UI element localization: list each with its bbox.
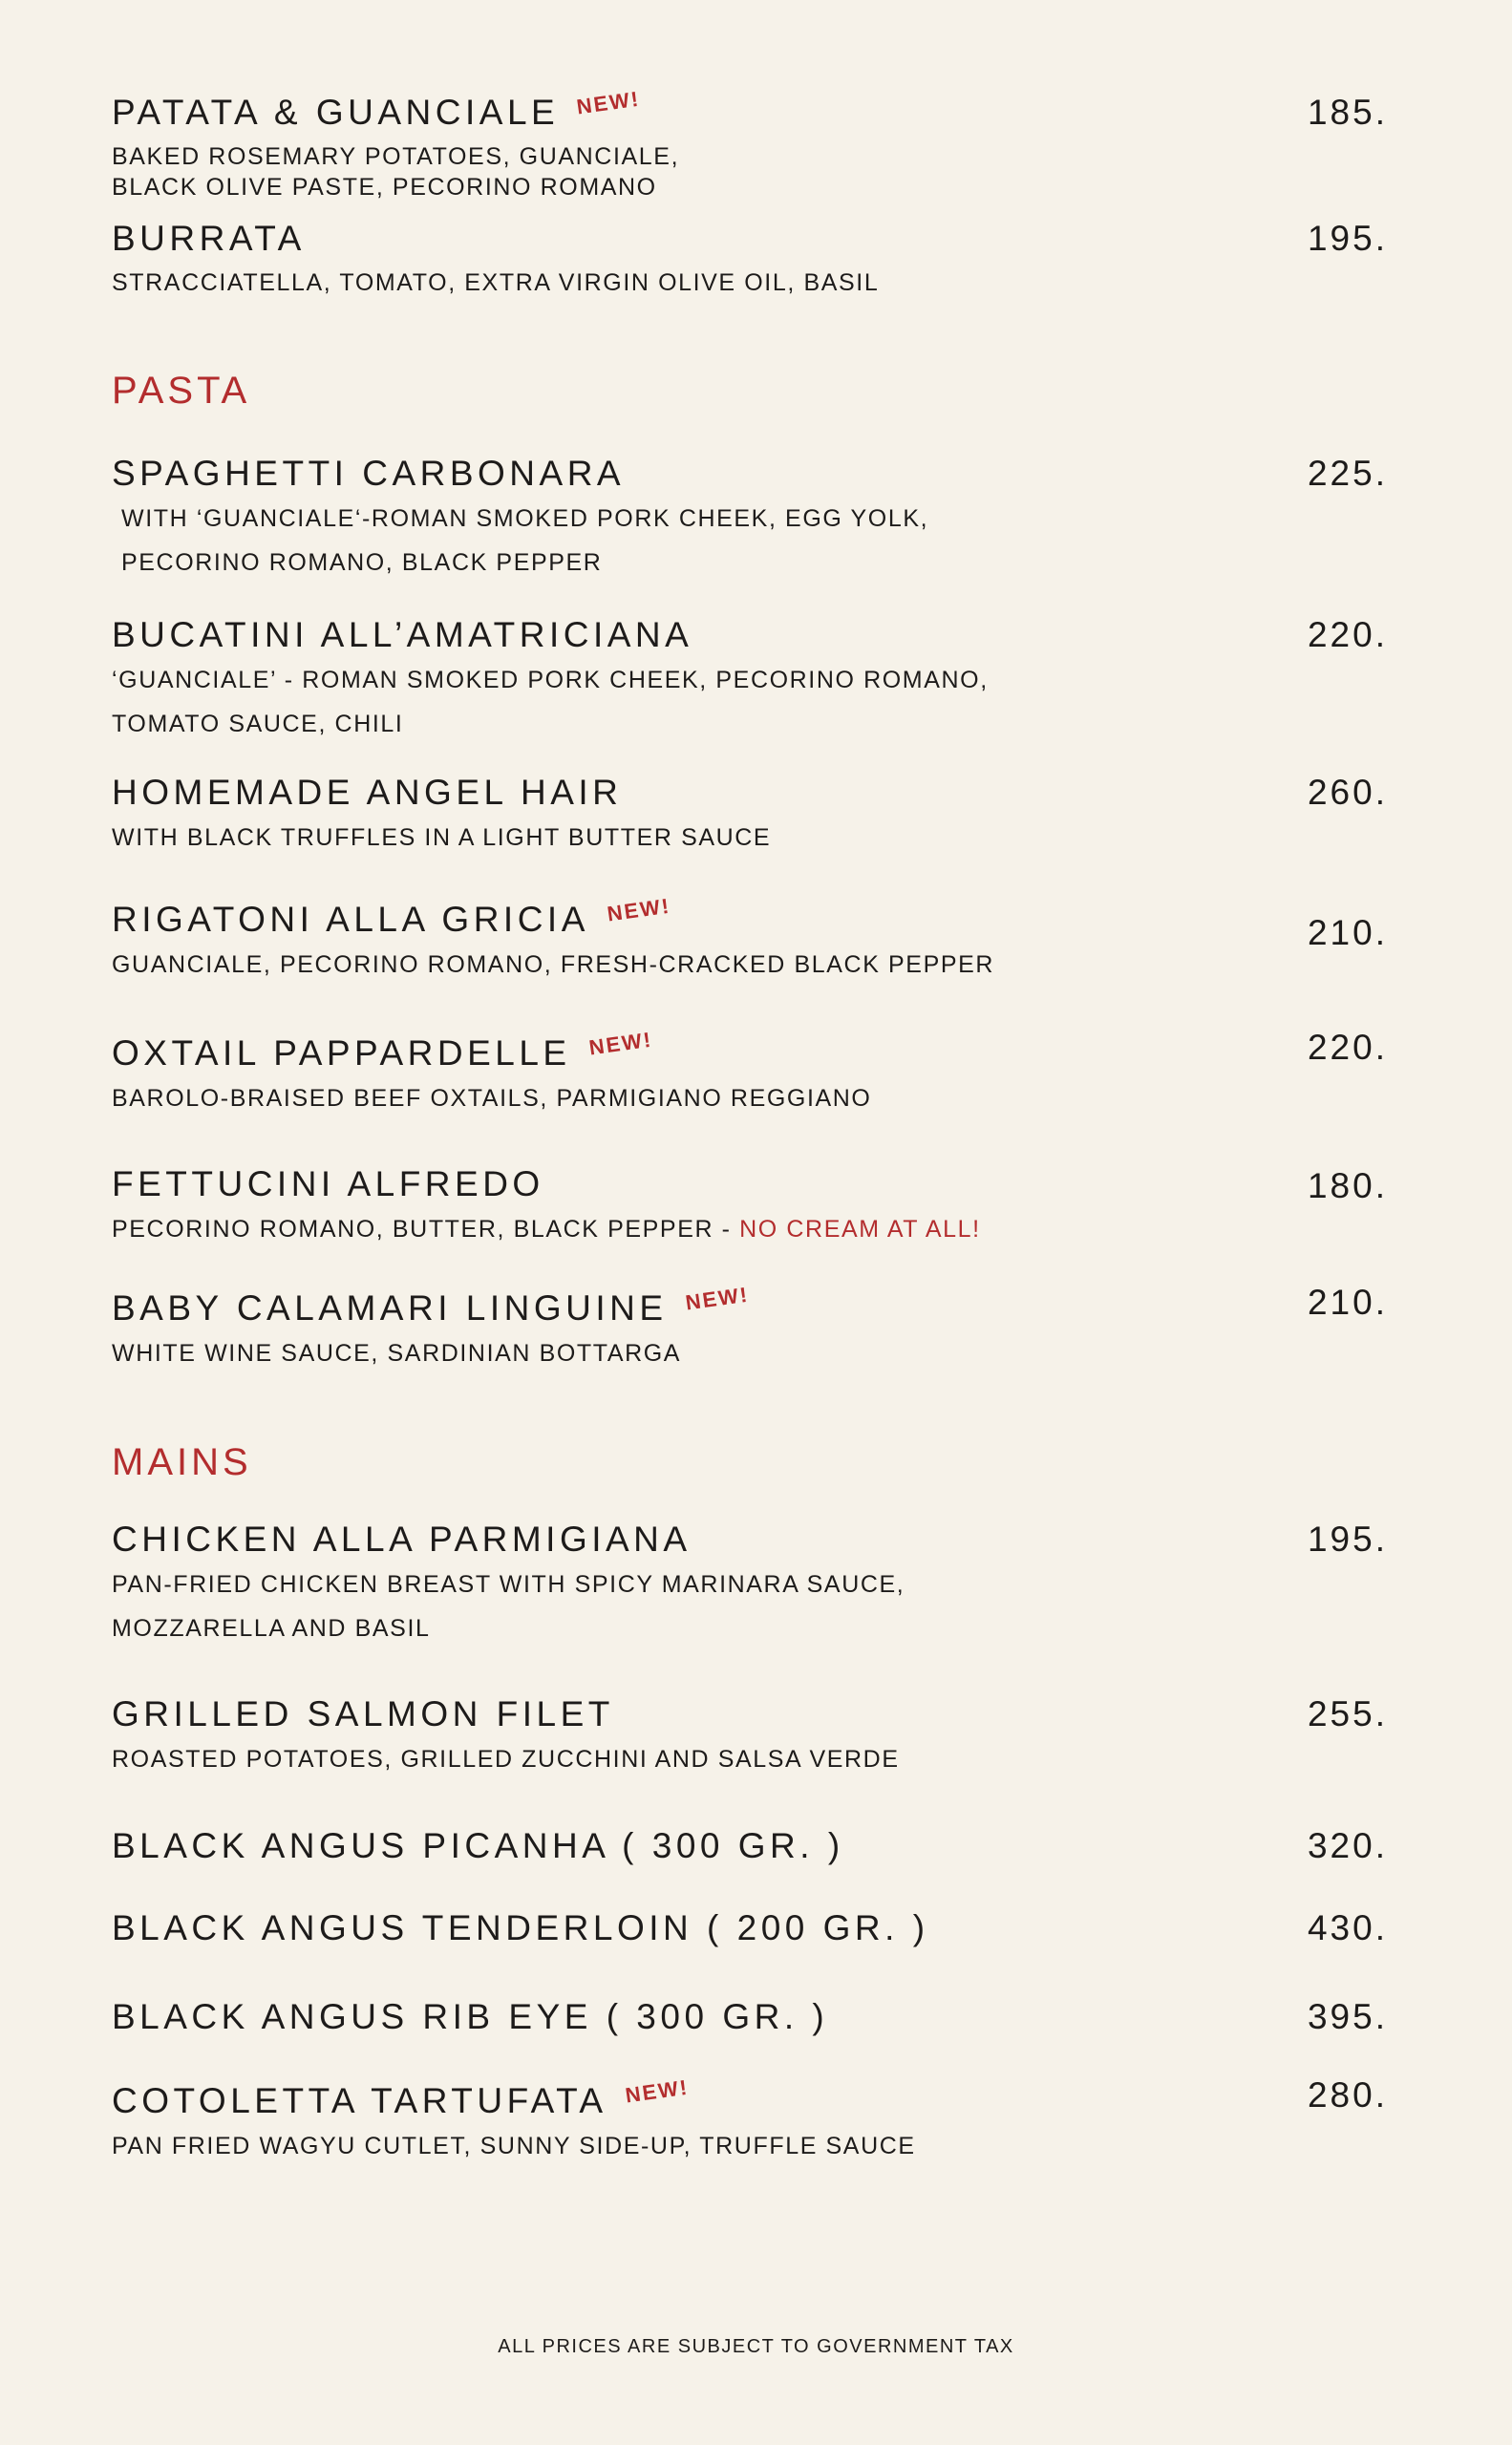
item-name: HOMEMADE ANGEL HAIR — [112, 773, 623, 812]
item-name: RIGATONI ALLA GRICIA — [112, 900, 589, 939]
menu-item-fettucini-alfredo — [112, 1163, 1401, 1251]
item-price: 210. — [1307, 1283, 1388, 1322]
item-name: BLACK ANGUS TENDERLOIN ( 200 GR. ) — [112, 1908, 929, 1947]
menu-item-grilled-salmon — [112, 1693, 1401, 1781]
item-name: BURRATA — [112, 219, 306, 258]
menu-item-angel-hair — [112, 772, 1401, 860]
item-description: PAN-FRIED CHICKEN BREAST WITH SPICY MARINARA SAUCE, — [112, 1571, 905, 1598]
item-description: TOMATO SAUCE, CHILI — [112, 711, 404, 737]
new-badge: NEW! — [623, 2074, 691, 2108]
item-price: 180. — [1307, 1166, 1388, 1205]
item-name: BLACK ANGUS RIB EYE ( 300 GR. ) — [112, 1997, 829, 2036]
menu-item-calamari-linguine — [112, 1282, 1401, 1375]
menu-item-spaghetti-carbonara — [112, 453, 1401, 585]
item-description: PECORINO ROMANO, BUTTER, BLACK PEPPER - — [112, 1216, 740, 1243]
item-price: 255. — [1307, 1694, 1388, 1733]
item-price: 195. — [1307, 1520, 1388, 1559]
menu-item-chicken-parmigiana — [112, 1519, 1401, 1650]
new-badge: NEW! — [605, 893, 672, 926]
item-name: FETTUCINI ALFREDO — [112, 1164, 544, 1203]
item-description: WITH BLACK TRUFFLES IN A LIGHT BUTTER SAUCE — [112, 824, 772, 851]
tax-footnote: ALL PRICES ARE SUBJECT TO GOVERNMENT TAX — [498, 2336, 1014, 2357]
item-price: 320. — [1307, 1826, 1388, 1865]
item-description: ROASTED POTATOES, GRILLED ZUCCHINI AND SALSA VERDE — [112, 1746, 900, 1773]
menu-item-cotoletta-tartufata — [112, 2074, 1401, 2168]
menu-item-rigatoni-gricia — [112, 893, 1401, 987]
item-description: MOZZARELLA AND BASIL — [112, 1615, 431, 1642]
item-price: 280. — [1307, 2075, 1388, 2115]
item-description: ‘GUANCIALE’ - ROMAN SMOKED PORK CHEEK, PECORINO ROMANO, — [112, 667, 989, 693]
item-name: PATATA & GUANCIALE — [112, 93, 560, 132]
item-price: 220. — [1307, 1028, 1388, 1067]
item-name: BUCATINI ALL’AMATRICIANA — [112, 615, 693, 654]
item-price: 210. — [1307, 913, 1388, 952]
item-description: PECORINO ROMANO, BLACK PEPPER — [121, 549, 603, 576]
item-price: 195. — [1307, 219, 1388, 258]
section-title-mains: MAINS — [112, 1441, 252, 1483]
menu-item-bucatini-amatriciana — [112, 614, 1401, 746]
item-name: CHICKEN ALLA PARMIGIANA — [112, 1520, 692, 1559]
menu-item-angus-picanha — [112, 1825, 1401, 1867]
item-description-accent: NO CREAM AT ALL! — [739, 1216, 981, 1243]
item-name: SPAGHETTI CARBONARA — [112, 454, 626, 493]
menu-item-burrata — [112, 218, 1401, 298]
item-description: STRACCIATELLA, TOMATO, EXTRA VIRGIN OLIVE OIL, BASIL — [112, 269, 880, 296]
item-description: PAN FRIED WAGYU CUTLET, SUNNY SIDE-UP, TRUFFLE SAUCE — [112, 2133, 916, 2159]
item-name: OXTAIL PAPPARDELLE — [112, 1033, 571, 1073]
item-description: BAKED ROSEMARY POTATOES, GUANCIALE, — [112, 143, 680, 170]
item-name: BLACK ANGUS PICANHA ( 300 GR. ) — [112, 1826, 844, 1865]
item-description: BLACK OLIVE PASTE, PECORINO ROMANO — [112, 174, 657, 201]
new-badge: NEW! — [586, 1027, 654, 1060]
item-description: BAROLO-BRAISED BEEF OXTAILS, PARMIGIANO REGGIANO — [112, 1085, 872, 1112]
item-price: 185. — [1307, 93, 1388, 132]
item-name: COTOLETTA TARTUFATA — [112, 2081, 607, 2120]
item-price: 430. — [1307, 1908, 1388, 1947]
item-description: GUANCIALE, PECORINO ROMANO, FRESH-CRACKED BLACK PEPPER — [112, 951, 995, 978]
menu-item-oxtail-pappardelle — [112, 1027, 1401, 1120]
item-price: 260. — [1307, 773, 1388, 812]
item-price: 220. — [1307, 615, 1388, 654]
menu-item-angus-rib-eye — [112, 1996, 1401, 2038]
section-title-pasta: PASTA — [112, 370, 251, 412]
menu-item-angus-tenderloin — [112, 1907, 1401, 1949]
item-price: 225. — [1307, 454, 1388, 493]
item-price: 395. — [1307, 1997, 1388, 2036]
item-name: BABY CALAMARI LINGUINE — [112, 1288, 668, 1328]
item-description: WHITE WINE SAUCE, SARDINIAN BOTTARGA — [112, 1340, 682, 1367]
item-name: GRILLED SALMON FILET — [112, 1694, 614, 1733]
new-badge: NEW! — [683, 1282, 751, 1315]
item-description: WITH ‘GUANCIALE‘-ROMAN SMOKED PORK CHEEK, EGG YOLK, — [121, 505, 929, 532]
menu-item-patata-guanciale — [112, 86, 1401, 202]
new-badge: NEW! — [575, 86, 642, 119]
